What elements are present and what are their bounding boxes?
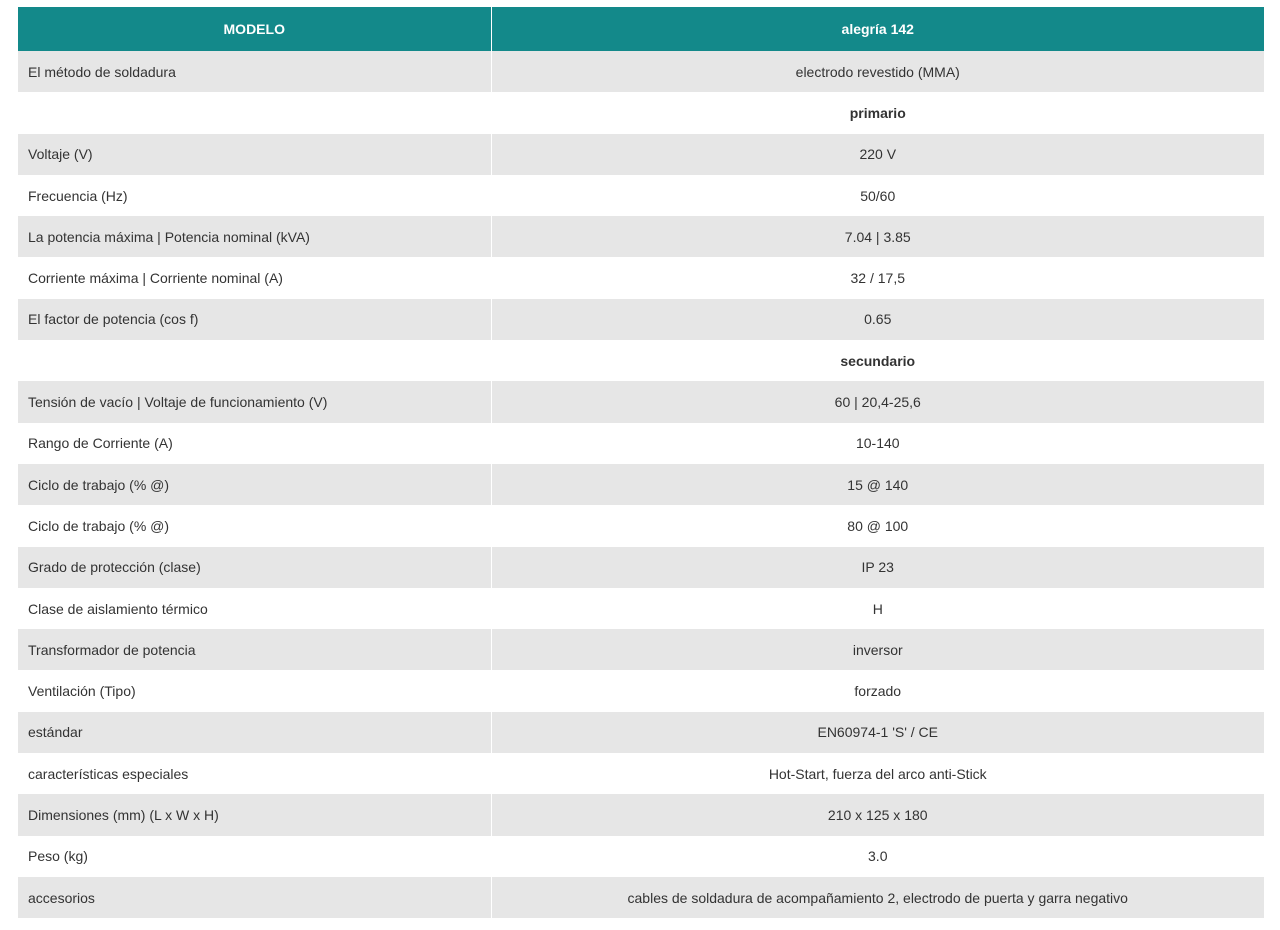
table-row xyxy=(18,464,1264,505)
spec-value: 3.0 xyxy=(491,836,1264,877)
spec-value: 220 V xyxy=(491,134,1264,175)
table-row xyxy=(18,547,1264,588)
spec-label: Voltaje (V) xyxy=(18,134,491,175)
spec-label: Frecuencia (Hz) xyxy=(18,175,491,216)
table-row xyxy=(18,836,1264,877)
header-model-value: alegría 142 xyxy=(491,7,1264,51)
spec-value: inversor xyxy=(491,629,1264,670)
section-title: primario xyxy=(491,92,1264,133)
spec-value: H xyxy=(491,588,1264,629)
spec-label: El método de soldadura xyxy=(18,51,491,92)
spec-value: EN60974-1 'S' / CE xyxy=(491,712,1264,753)
spec-table xyxy=(18,7,1264,918)
spec-label: Clase de aislamiento térmico xyxy=(18,588,491,629)
spec-value: 50/60 xyxy=(491,175,1264,216)
section-title: secundario xyxy=(491,340,1264,381)
table-row xyxy=(18,877,1264,918)
spec-label: Tensión de vacío | Voltaje de funcionamiento (V) xyxy=(18,381,491,422)
table-row xyxy=(18,712,1264,753)
table-row xyxy=(18,670,1264,711)
table-row xyxy=(18,134,1264,175)
spec-label: Dimensiones (mm) (L x W x H) xyxy=(18,794,491,835)
spec-label: Corriente máxima | Corriente nominal (A) xyxy=(18,257,491,298)
spec-label: Rango de Corriente (A) xyxy=(18,423,491,464)
spec-value: 0.65 xyxy=(491,299,1264,340)
table-row xyxy=(18,629,1264,670)
spec-value: 60 | 20,4-25,6 xyxy=(491,381,1264,422)
table-row xyxy=(18,257,1264,298)
spec-label: Ventilación (Tipo) xyxy=(18,670,491,711)
spec-label xyxy=(18,92,491,133)
spec-label: Grado de protección (clase) xyxy=(18,547,491,588)
spec-value: electrodo revestido (MMA) xyxy=(491,51,1264,92)
spec-value: 10-140 xyxy=(491,423,1264,464)
table-row xyxy=(18,794,1264,835)
spec-label: Ciclo de trabajo (% @) xyxy=(18,464,491,505)
header-model-label: MODELO xyxy=(18,7,491,51)
table-row xyxy=(18,423,1264,464)
table-row xyxy=(18,51,1264,92)
spec-label xyxy=(18,340,491,381)
spec-label: Transformador de potencia xyxy=(18,629,491,670)
table-row xyxy=(18,299,1264,340)
spec-value: 210 x 125 x 180 xyxy=(491,794,1264,835)
spec-label: Peso (kg) xyxy=(18,836,491,877)
spec-label: Ciclo de trabajo (% @) xyxy=(18,505,491,546)
section-header-row xyxy=(18,92,1264,133)
header-row xyxy=(18,7,1264,51)
spec-value: 32 / 17,5 xyxy=(491,257,1264,298)
spec-label: accesorios xyxy=(18,877,491,918)
spec-value: 15 @ 140 xyxy=(491,464,1264,505)
spec-value: Hot-Start, fuerza del arco anti-Stick xyxy=(491,753,1264,794)
table-row xyxy=(18,381,1264,422)
spec-value: IP 23 xyxy=(491,547,1264,588)
spec-value: 7.04 | 3.85 xyxy=(491,216,1264,257)
spec-value: 80 @ 100 xyxy=(491,505,1264,546)
table-row xyxy=(18,588,1264,629)
spec-value: forzado xyxy=(491,670,1264,711)
table-row xyxy=(18,175,1264,216)
spec-label: características especiales xyxy=(18,753,491,794)
spec-label: La potencia máxima | Potencia nominal (kVA) xyxy=(18,216,491,257)
table-row xyxy=(18,216,1264,257)
section-header-row xyxy=(18,340,1264,381)
spec-table-header xyxy=(18,7,1264,51)
table-row xyxy=(18,753,1264,794)
spec-label: estándar xyxy=(18,712,491,753)
spec-value: cables de soldadura de acompañamiento 2, electrodo de puerta y garra negativo xyxy=(491,877,1264,918)
spec-label: El factor de potencia (cos f) xyxy=(18,299,491,340)
table-row xyxy=(18,505,1264,546)
spec-table-body xyxy=(18,51,1264,918)
